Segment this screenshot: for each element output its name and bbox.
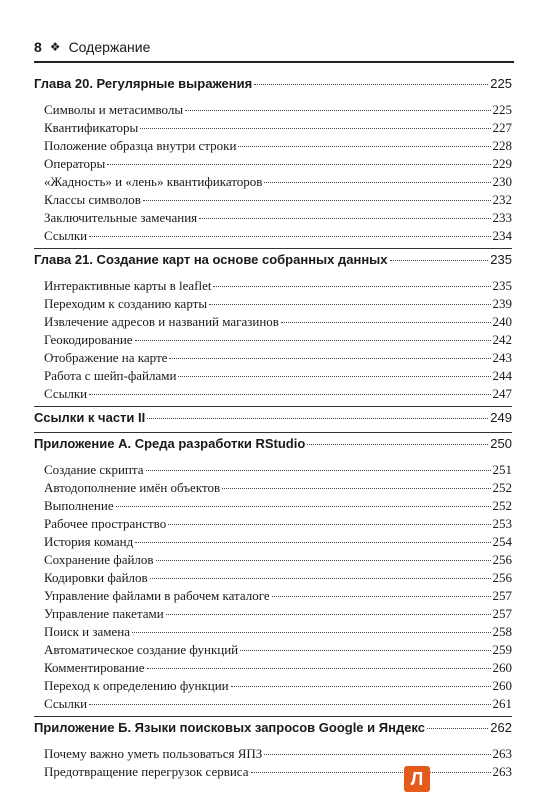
table-of-contents (34, 76, 512, 782)
toc-entry-title: Управление пакетами (44, 606, 164, 621)
toc-section-entry[interactable] (34, 192, 512, 210)
dot-leader (132, 632, 490, 633)
toc-entry-title: Классы символов (44, 192, 141, 207)
dot-leader (89, 236, 490, 237)
dot-leader (135, 542, 490, 543)
toc-entry-title: Переходим к созданию карты (44, 296, 208, 311)
toc-entry-title: Ссылки (44, 696, 88, 711)
toc-entry-title: Кодировки файлов (44, 570, 148, 585)
toc-section-entry[interactable] (34, 764, 512, 782)
toc-chapter-entry[interactable] (34, 76, 512, 96)
toc-separator (34, 714, 512, 720)
toc-section-entry[interactable] (34, 660, 512, 678)
toc-entry-page: 258 (492, 624, 512, 639)
dot-leader (147, 418, 488, 419)
toc-section-entry[interactable] (34, 314, 512, 332)
toc-entry-title: Глава 20. Регулярные выражения (34, 76, 253, 91)
running-title: Содержание (68, 39, 151, 55)
logo-letter: Л (410, 768, 424, 789)
dot-leader (209, 304, 490, 305)
dot-leader (264, 754, 490, 755)
dot-leader (240, 650, 490, 651)
toc-entry-title: Управление файлами в рабочем каталоге (44, 588, 270, 603)
toc-entry-title: Автодополнение имён объектов (44, 480, 221, 495)
dot-leader (238, 146, 490, 147)
dot-leader (281, 322, 491, 323)
toc-entry-page: 252 (492, 498, 512, 513)
dot-leader (116, 506, 491, 507)
toc-section-entry[interactable] (34, 498, 512, 516)
toc-section-entry[interactable] (34, 746, 512, 764)
toc-entry-page: 257 (492, 588, 512, 603)
toc-entry-page: 233 (492, 210, 512, 225)
toc-entry-page: 228 (492, 138, 512, 153)
toc-entry-title: Переход к определению функции (44, 678, 229, 693)
toc-section-entry[interactable] (34, 210, 512, 228)
toc-section-entry[interactable] (34, 534, 512, 552)
toc-entry-page: 234 (492, 228, 512, 243)
toc-entry-page: 235 (490, 252, 512, 267)
toc-section-entry[interactable] (34, 138, 512, 156)
dot-leader (107, 164, 490, 165)
toc-section-entry[interactable] (34, 350, 512, 368)
toc-entry-page: 247 (492, 386, 512, 401)
dot-leader (254, 84, 488, 85)
toc-entry-page: 260 (492, 678, 512, 693)
toc-section-entry[interactable] (34, 278, 512, 296)
dot-leader (89, 394, 490, 395)
toc-entry-title: Рабочее пространство (44, 516, 167, 531)
toc-entry-title: Операторы (44, 156, 106, 171)
toc-entry-page: 256 (492, 552, 512, 567)
toc-section-entry[interactable] (34, 552, 512, 570)
toc-section-entry[interactable] (34, 174, 512, 192)
dot-leader (231, 686, 491, 687)
dot-leader (140, 128, 490, 129)
toc-section-entry[interactable] (34, 480, 512, 498)
toc-entry-title: Ссылки (44, 228, 88, 243)
toc-entry-page: 250 (490, 436, 512, 451)
toc-section-entry[interactable] (34, 296, 512, 314)
page-header (34, 36, 514, 58)
toc-entry-page: 260 (492, 660, 512, 675)
toc-section-entry[interactable] (34, 696, 512, 714)
toc-entry-page: 225 (490, 76, 512, 91)
dot-leader (427, 728, 488, 729)
dot-leader (222, 488, 490, 489)
dot-leader (150, 578, 491, 579)
toc-section-entry[interactable] (34, 368, 512, 386)
dot-leader (146, 470, 491, 471)
toc-entry-page: 257 (492, 606, 512, 621)
toc-entry-title: Сохранение файлов (44, 552, 154, 567)
toc-chapter-entry[interactable] (34, 410, 512, 430)
dot-leader (213, 286, 490, 287)
toc-section-entry[interactable] (34, 606, 512, 624)
toc-entry-title: Геокодирование (44, 332, 133, 347)
toc-entry-page: 262 (490, 720, 512, 735)
dot-leader (185, 110, 490, 111)
toc-section-entry[interactable] (34, 228, 512, 246)
toc-chapter-entry[interactable] (34, 436, 512, 456)
toc-entry-page: 243 (492, 350, 512, 365)
dot-leader (168, 524, 490, 525)
dot-leader (307, 444, 488, 445)
toc-separator (34, 430, 512, 436)
toc-entry-title: Работа с шейп-файлами (44, 368, 177, 383)
dot-leader (143, 200, 491, 201)
toc-entry-title: Ссылки к части II (34, 410, 146, 425)
ornament-icon: ❖ (49, 40, 61, 54)
toc-entry-title: История команд (44, 534, 134, 549)
toc-chapter-entry[interactable] (34, 720, 512, 740)
toc-section-entry[interactable] (34, 624, 512, 642)
toc-entry-title: Поиск и замена (44, 624, 131, 639)
toc-entry-page: 232 (492, 192, 512, 207)
dot-leader (251, 772, 491, 773)
dot-leader (169, 358, 490, 359)
toc-entry-title: Глава 21. Создание карт на основе собранных данных (34, 252, 388, 267)
toc-entry-page: 229 (492, 156, 512, 171)
toc-entry-page: 225 (492, 102, 512, 117)
dot-leader (199, 218, 490, 219)
toc-entry-title: Комментирование (44, 660, 145, 675)
dot-leader (166, 614, 491, 615)
toc-section-entry[interactable] (34, 678, 512, 696)
dot-leader (390, 260, 489, 261)
dot-leader (135, 340, 491, 341)
toc-section-entry[interactable] (34, 156, 512, 174)
toc-entry-title: Квантификаторы (44, 120, 139, 135)
toc-entry-page: 253 (492, 516, 512, 531)
toc-chapter-entry[interactable] (34, 252, 512, 272)
toc-section-entry[interactable] (34, 570, 512, 588)
toc-entry-title: Положение образца внутри строки (44, 138, 237, 153)
toc-entry-title: Выполнение (44, 498, 114, 513)
toc-entry-page: 230 (492, 174, 512, 189)
toc-entry-title: «Жадность» и «лень» квантификаторов (44, 174, 263, 189)
toc-section-entry[interactable] (34, 102, 512, 120)
publisher-logo-icon (404, 766, 430, 792)
toc-section-entry[interactable] (34, 386, 512, 404)
dot-leader (272, 596, 491, 597)
toc-entry-title: Приложение Б. Языки поисковых запросов Google и Яндекс (34, 720, 425, 735)
toc-section-entry[interactable] (34, 588, 512, 606)
toc-entry-page: 254 (492, 534, 512, 549)
toc-entry-page: 244 (492, 368, 512, 383)
toc-entry-page: 263 (492, 746, 512, 761)
toc-entry-page: 251 (492, 462, 512, 477)
toc-separator (34, 246, 512, 252)
toc-entry-page: 242 (492, 332, 512, 347)
toc-entry-page: 239 (492, 296, 512, 311)
toc-entry-title: Предотвращение перегрузок сервиса (44, 764, 249, 779)
toc-entry-page: 249 (490, 410, 512, 425)
page-number: 8 (34, 39, 42, 55)
toc-entry-page: 235 (492, 278, 512, 293)
dot-leader (178, 376, 490, 377)
toc-section-entry[interactable] (34, 642, 512, 660)
toc-entry-title: Извлечение адресов и названий магазинов (44, 314, 279, 329)
toc-entry-title: Символы и метасимволы (44, 102, 184, 117)
toc-entry-page: 259 (492, 642, 512, 657)
toc-section-entry[interactable] (34, 120, 512, 138)
dot-leader (264, 182, 490, 183)
toc-entry-page: 227 (492, 120, 512, 135)
toc-entry-title: Почему важно уметь пользоваться ЯПЗ (44, 746, 263, 761)
toc-section-entry[interactable] (34, 332, 512, 350)
toc-entry-title: Отображение на карте (44, 350, 168, 365)
dot-leader (147, 668, 491, 669)
toc-entry-title: Ссылки (44, 386, 88, 401)
toc-entry-page: 240 (492, 314, 512, 329)
toc-entry-title: Создание скрипта (44, 462, 144, 477)
toc-entry-title: Приложение А. Среда разработки RStudio (34, 436, 306, 451)
toc-separator (34, 404, 512, 410)
dot-leader (156, 560, 491, 561)
toc-entry-title: Интерактивные карты в leaflet (44, 278, 212, 293)
dot-leader (89, 704, 490, 705)
toc-entry-title: Заключительные замечания (44, 210, 198, 225)
toc-entry-title: Автоматическое создание функций (44, 642, 239, 657)
toc-entry-page: 263 (492, 764, 512, 779)
toc-entry-page: 261 (492, 696, 512, 711)
header-rule (34, 61, 514, 63)
toc-entry-page: 256 (492, 570, 512, 585)
toc-section-entry[interactable] (34, 462, 512, 480)
toc-entry-page: 252 (492, 480, 512, 495)
toc-section-entry[interactable] (34, 516, 512, 534)
